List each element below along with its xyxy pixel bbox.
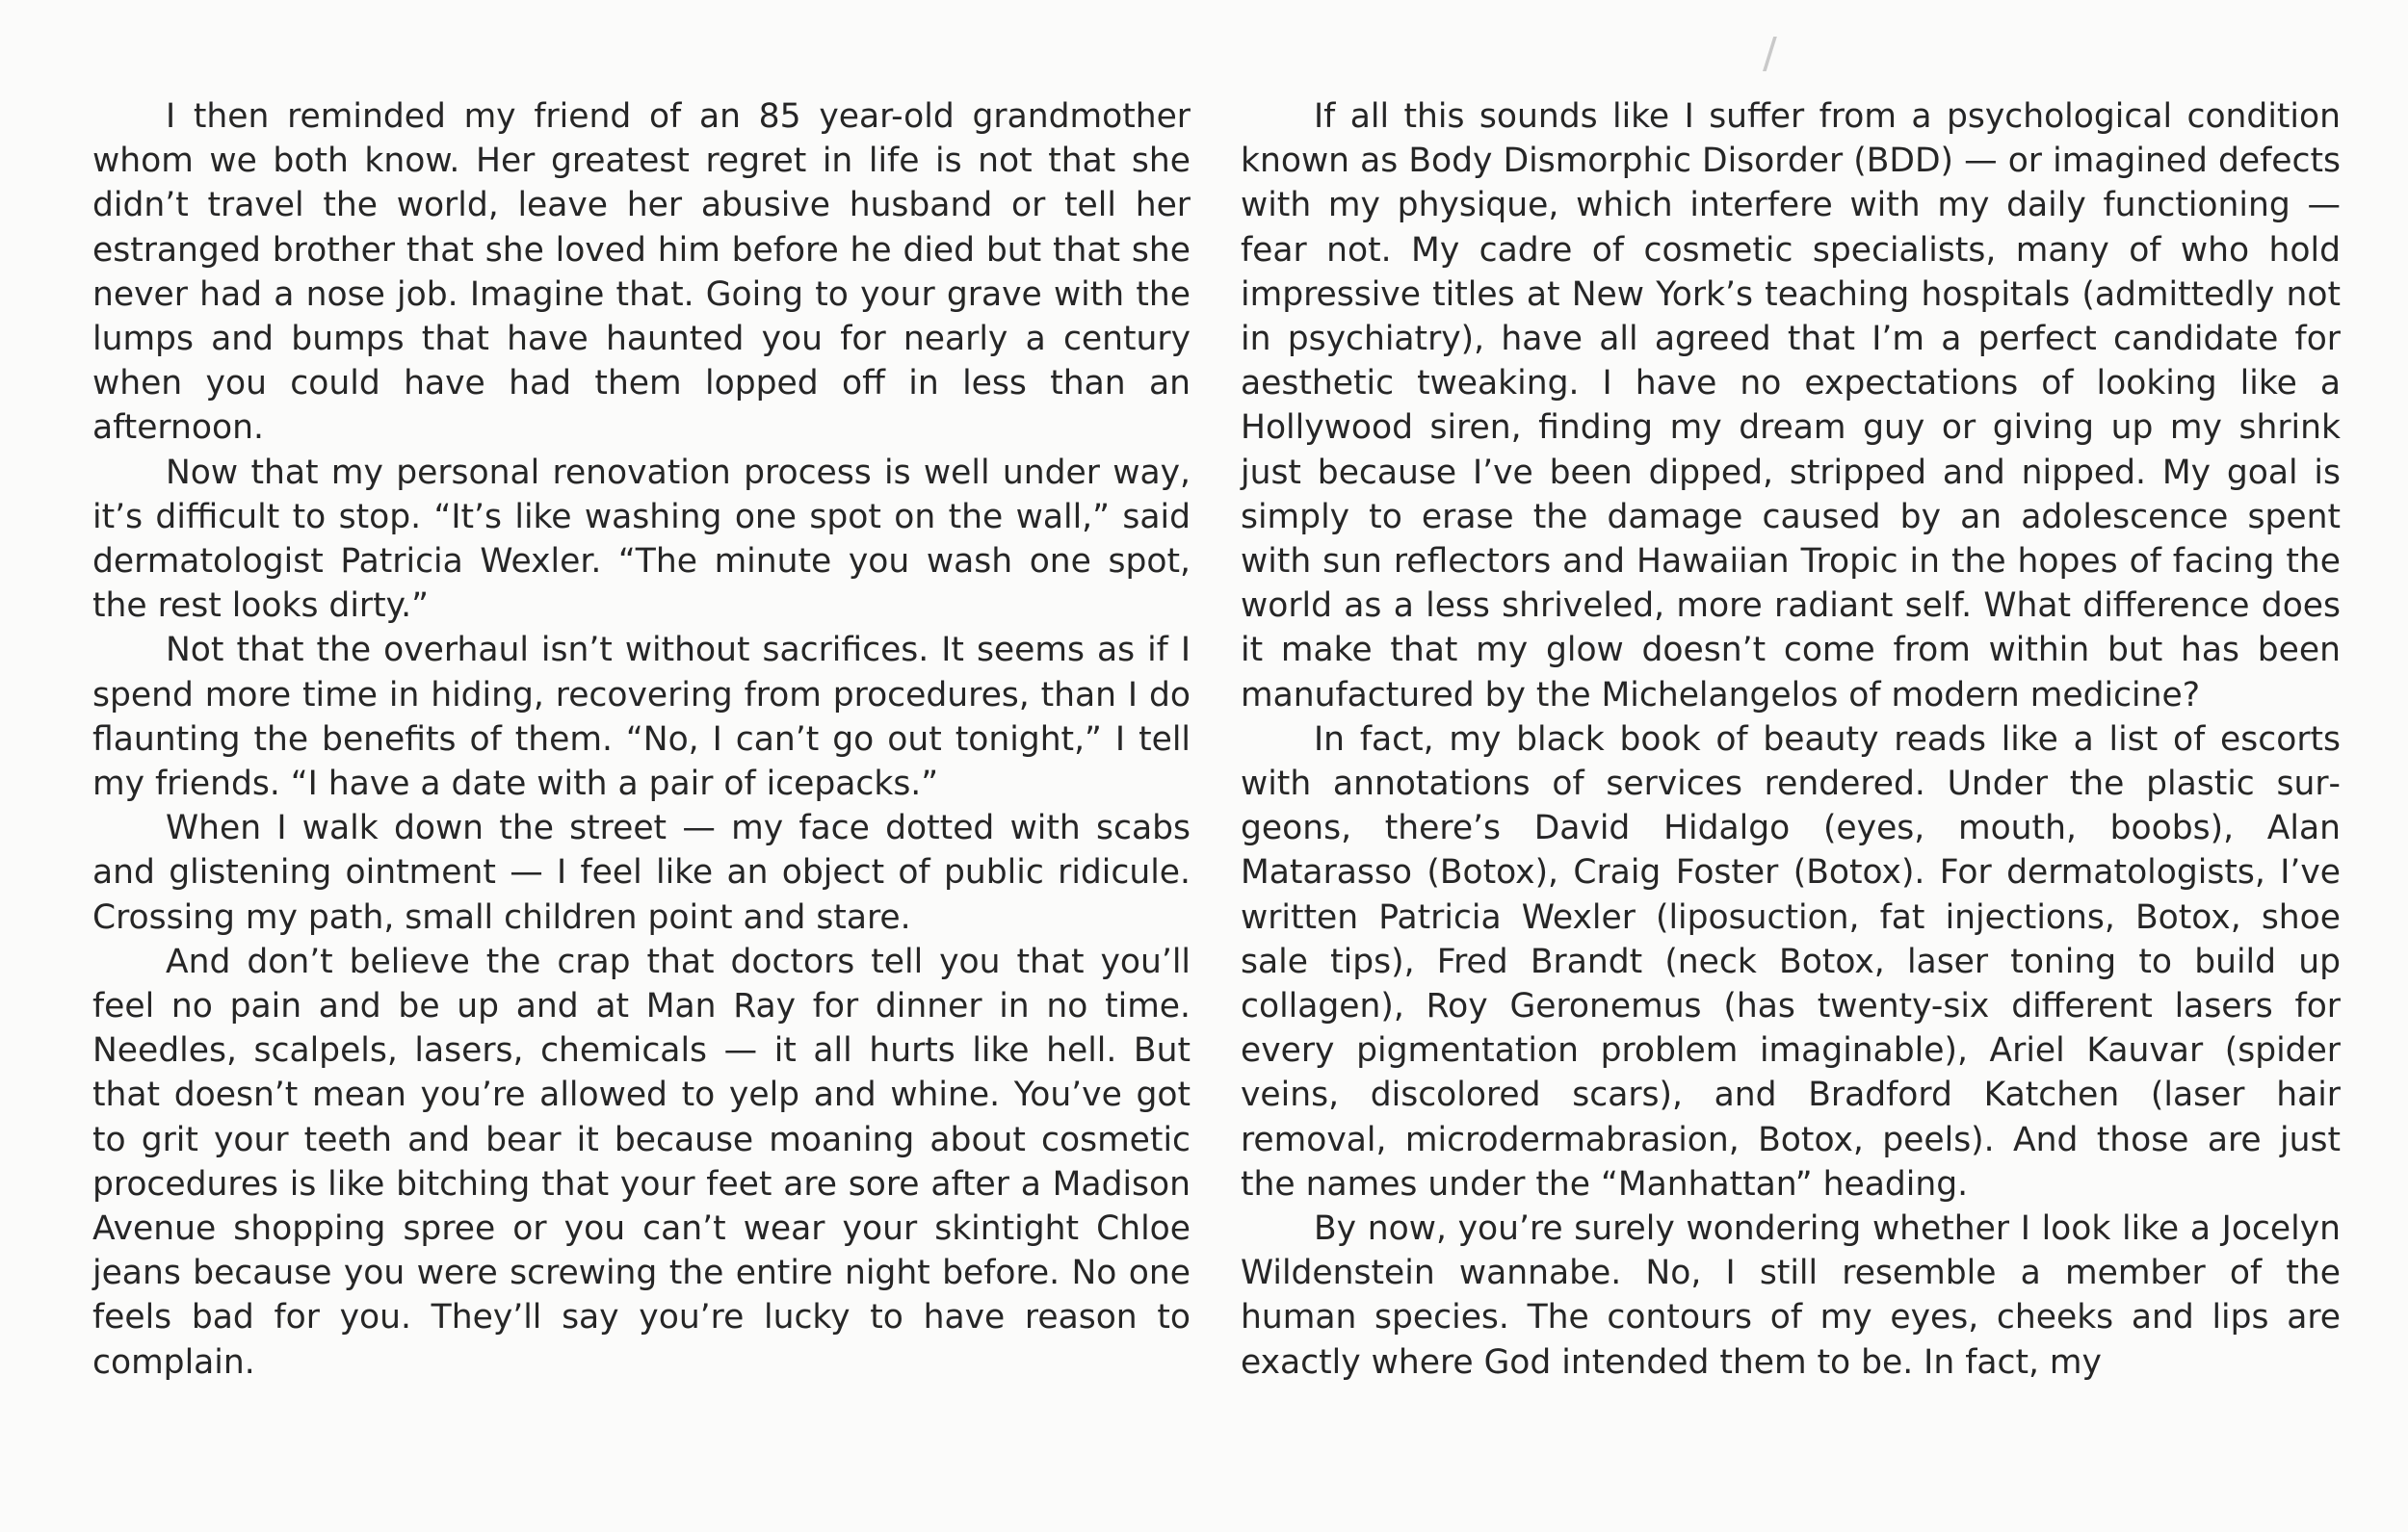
paragraph: In fact, my black book of beauty reads like a list of escorts with annotations of services rendered. Under the plastic surgeons, there’s David Hidalgo (eyes, mouth, boobs), Alan Matarasso (Botox), Craig Foster (Botox). For dermatologists, I’ve written Patricia Wexler (liposuction, fat injections, Botox, shoe sale tips), Fred Brandt (neck Botox, laser toning to build up collagen), Roy Geronemus (has twenty-six different lasers for every pigmentation problem imaginable), Ariel Kauvar (spider veins, discolored scars), and Bradford Katchen (laser hair removal, microdermabrasion, Botox, peels). And those are just the names under the “Manhattan” heading. bbox=[1241, 719, 2341, 1204]
paragraph: Now that my personal renovation process is well under way, it’s difficult to stop. “It’s like washing one spot on the wall,” said dermatologist Patricia Wexler. “The minute you wash one spot, the rest looks dirty.” bbox=[92, 453, 1191, 626]
paragraph: By now, you’re surely wondering whether I look like a Jocelyn Wildenstein wannabe. No, I still resemble a member of the human species. The contours of my eyes, cheeks and lips are exactly where God intended them to be. In fact, my bbox=[1241, 1209, 2341, 1382]
paragraph: If all this sounds like I suffer from a psychological condition known as Body Dismorphic Disorder (BDD) — or imagined defects with my physique, which interfere with my daily functioning — fear not. My cadre of cosmetic specialists, many of who hold impressive titles at New York’s teaching hospitals (admittedly not in psychiatry), have all agreed that I’m a perfect candidate for aesthetic tweaking. I have no expectations of looking like a Hollywood siren, finding my dream guy or giving up my shrink just because I’ve been dipped, stripped and nipped. My goal is simply to erase the damage caused by an adolescence spent with sun reflectors and Hawaiian Tropic in the hopes of facing the world as a less shriveled, more radiant self. What difference does it make that my glow doesn’t come from within but has been manufactured by the Michelangelos of modern medicine? bbox=[1241, 97, 2341, 714]
paragraph: And don’t believe the crap that doctors tell you that you’ll feel no pain and be up and at Man Ray for dinner in no time. Needles, scalpels, lasers, chemicals — it all hurts like hell. But that doesn’t mean you’re allowed to yelp and whine. You’ve got to grit your teeth and bear it because moaning about cosmetic procedures is like bitching that your feet are sore after a Madison Avenue shopping spree or you can’t wear your skintight Chloe jeans because you were screwing the entire night before. No one feels bad for you. They’ll say you’re lucky to have reason to complain. bbox=[92, 942, 1191, 1382]
paragraph: Not that the overhaul isn’t without sacrifices. It seems as if I spend more time in hiding, recovering from procedures, than I do flaunting the benefits of them. “No, I can’t go out tonight,” I tell my friends. “I have a date with a pair of icepacks.” bbox=[92, 631, 1191, 804]
paragraph: I then reminded my friend of an 85 year-old grandmother whom we both know. Her greatest regret in life is not that she didn’t travel the world, leave her abusive husband or tell her estranged brother that she loved him before he died but that she never had a nose job. Imagine that. Going to your grave with the lumps and bumps that have haunted you for nearly a century when you could have had them lopped off in less than an afternoon. bbox=[92, 97, 1191, 448]
right-text-column bbox=[1241, 94, 2341, 1385]
left-text-column bbox=[92, 94, 1191, 1385]
paragraph: When I walk down the street — my face dotted with scabs and glistening ointment — I feel like an object of public ridicule. Crossing my path, small children point and stare. bbox=[92, 809, 1191, 937]
pencil-mark: / bbox=[1763, 29, 1777, 78]
